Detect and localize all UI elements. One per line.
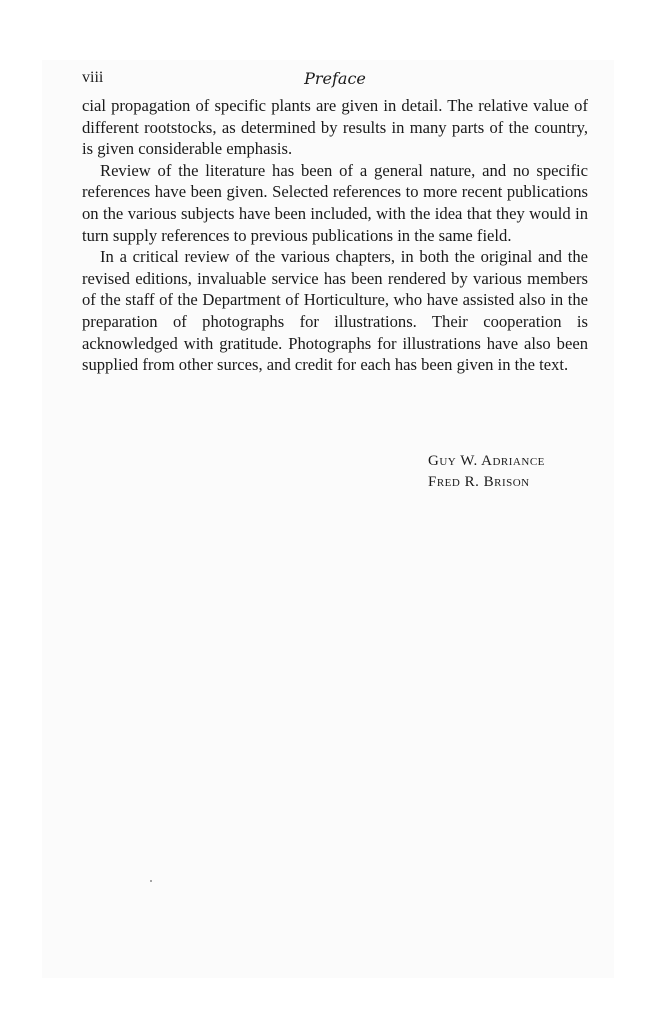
author-signatures [428, 451, 608, 493]
scan-speck [150, 880, 152, 882]
preface-body [82, 95, 588, 376]
paragraph-acknowledgments: In a critical review of the various chapters, in both the original and the revised editions, invaluable service has been rendered by various members of the staff of the Department of Horticulture, who have assisted also in the preparation of photographs for illustrations. Their cooperation is acknowledged with gratitude. Photographs for illustrations have also been supplied from other surces, and credit for each has been given in the text. [82, 247, 588, 375]
author-name: Guy W. Adriance [428, 453, 545, 469]
running-head [82, 69, 588, 91]
page-number: viii [82, 69, 104, 86]
running-title: Preface [304, 69, 366, 88]
paragraph-literature-review: Review of the literature has been of a general nature, and no specific references have been given. Selected references to more recent publications on the various subjects have been included, with the idea that they would in turn supply references to previous publications in the same field. [82, 160, 588, 245]
author-name: Fred R. Brison [428, 474, 530, 490]
paragraph-continued: cial propagation of specific plants are given in detail. The relative value of different rootstocks, as determined by results in many parts of the country, is given considerable emphasis. [82, 96, 588, 159]
